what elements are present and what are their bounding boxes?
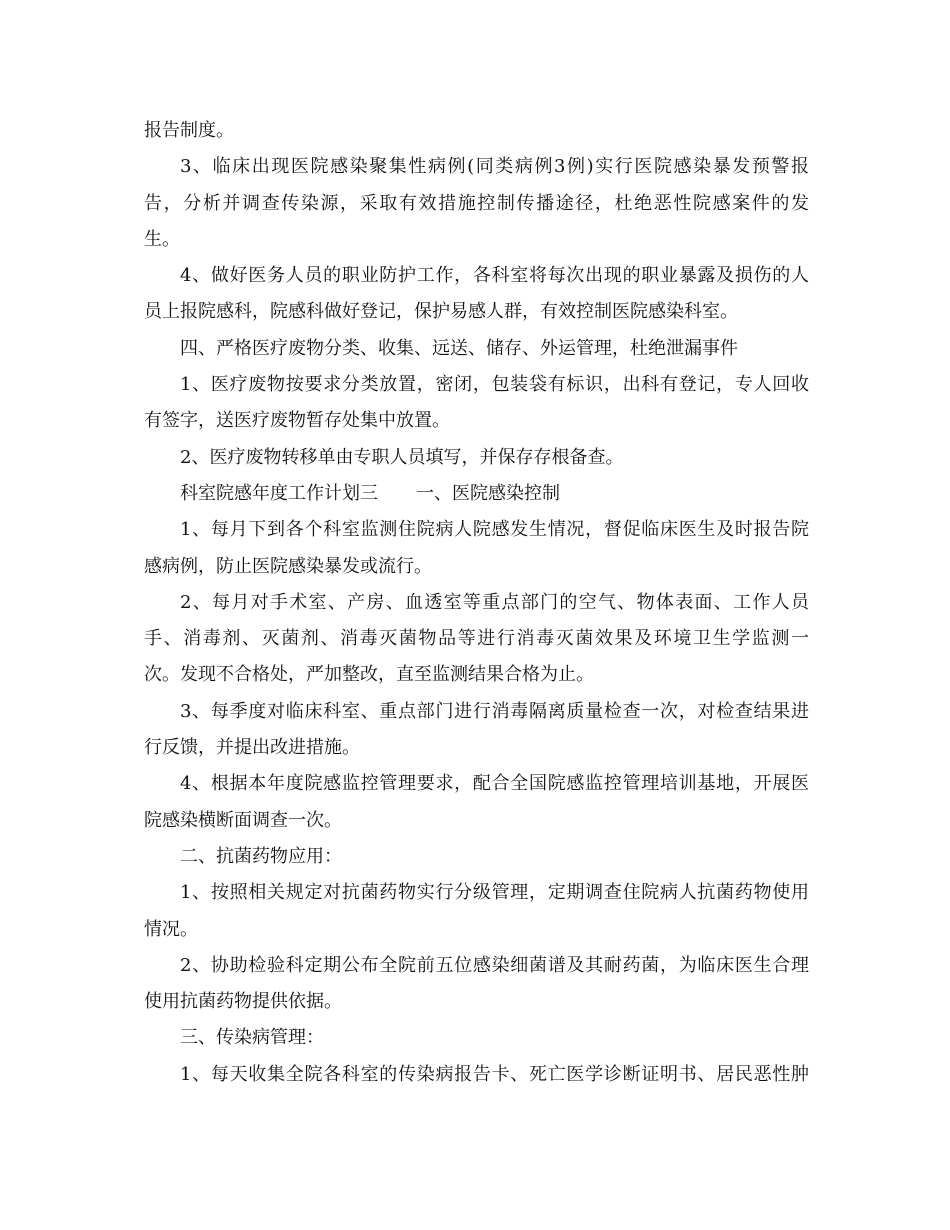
text-line: 1、每天收集全院各科室的传染病报告卡、死亡医学诊断证明书、居民恶性肿 (180, 1063, 809, 1085)
text-line: 报告制度。 (144, 120, 234, 141)
text-line: 院感染横断面调查一次。 (144, 809, 342, 831)
text-line: 1、每月下到各个科室监测住院病人院感发生情况，督促临床医生及时报告院 (180, 519, 809, 541)
text-line: 次。发现不合格处，严加整改，直至监测结果合格为止。 (144, 664, 594, 686)
section-heading: 三、传染病管理： (180, 1027, 324, 1049)
text-line: 4、做好医务人员的职业防护工作，各科室将每次出现的职业暴露及损伤的人 (180, 265, 809, 287)
section-heading: 四、严格医疗废物分类、收集、远送、储存、外运管理，杜绝泄漏事件 (180, 337, 738, 359)
text-line: 1、按照相关规定对抗菌药物实行分级管理，定期调查住院病人抗菌药物使用 (180, 882, 809, 904)
text-line: 4、根据本年度院感监控管理要求，配合全国院感监控管理培训基地，开展医 (180, 773, 809, 795)
text-line: 使用抗菌药物提供依据。 (144, 991, 342, 1013)
text-line: 告，分析并调查传染源，采取有效措施控制传播途径，杜绝恶性院感案件的发 (144, 192, 809, 214)
text-line: 员上报院感科，院感科做好登记，保护易感人群，有效控制医院感染科室。 (144, 301, 738, 323)
text-line: 1、医疗废物按要求分类放置，密闭，包装袋有标识，出科有登记，专人回收 (180, 374, 809, 396)
document-body (144, 113, 809, 1093)
text-line: 感病例，防止医院感染暴发或流行。 (144, 555, 432, 577)
text-line: 3、临床出现医院感染聚集性病例(同类病例3例)实行医院感染暴发预警报 (180, 156, 809, 178)
plan-title-line (144, 476, 809, 512)
section-heading: 一、医院感染控制 (416, 482, 560, 504)
text-line: 手、消毒剂、灭菌剂、消毒灭菌物品等进行消毒灭菌效果及环境卫生学监测一 (144, 628, 809, 650)
text-line: 2、医疗废物转移单由专职人员填写，并保存存根备查。 (180, 446, 624, 468)
text-line: 2、协助检验科定期公布全院前五位感染细菌谱及其耐药菌，为临床医生合理 (180, 954, 809, 976)
text-line: 生。 (144, 228, 180, 250)
text-line: 2、每月对手术室、产房、血透室等重点部门的空气、物体表面、工作人员 (180, 591, 809, 613)
text-line: 情况。 (144, 918, 198, 940)
section-heading: 二、抗菌药物应用： (180, 845, 342, 867)
text-line: 行反馈，并提出改进措施。 (144, 737, 360, 759)
plan-title: 科室院感年度工作计划三 (180, 482, 378, 504)
text-line: 3、每季度对临床科室、重点部门进行消毒隔离质量检查一次，对检查结果进 (180, 700, 809, 722)
text-line: 有签字，送医疗废物暂存处集中放置。 (144, 410, 450, 432)
